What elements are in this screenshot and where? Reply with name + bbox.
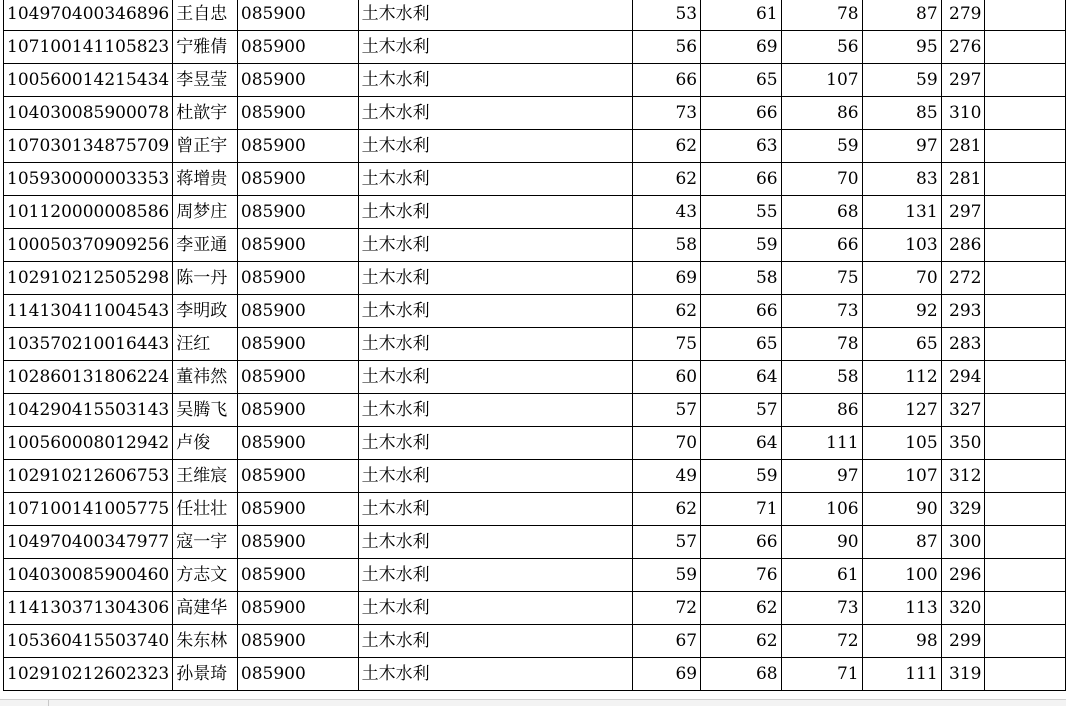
score-total-cell[interactable]: 272	[941, 262, 985, 295]
score-subject2-cell[interactable]: 111	[862, 658, 941, 691]
score-language-cell[interactable]: 59	[701, 460, 782, 493]
major-code-cell[interactable]: 085900	[237, 592, 358, 625]
score-politics-cell[interactable]: 57	[633, 526, 701, 559]
major-code-cell[interactable]: 085900	[237, 0, 358, 31]
score-politics-cell[interactable]: 53	[633, 0, 701, 31]
score-subject1-cell[interactable]: 78	[781, 0, 862, 31]
major-name-cell[interactable]: 土木水利	[358, 460, 632, 493]
candidate-id-cell[interactable]: 107100141005775	[4, 493, 173, 526]
major-name-cell[interactable]: 土木水利	[358, 328, 632, 361]
table-row	[4, 658, 1066, 691]
score-language-cell[interactable]: 62	[701, 625, 782, 658]
score-subject2-cell[interactable]: 70	[862, 262, 941, 295]
candidate-name-cell[interactable]: 杜歆宇	[173, 97, 238, 130]
major-name-cell[interactable]: 土木水利	[358, 295, 632, 328]
major-name-cell[interactable]: 土木水利	[358, 130, 632, 163]
table-row	[4, 592, 1066, 625]
score-subject2-cell[interactable]: 95	[862, 31, 941, 64]
score-politics-cell[interactable]: 73	[633, 97, 701, 130]
candidate-id-cell[interactable]: 114130411004543	[4, 295, 173, 328]
table-row	[4, 229, 1066, 262]
candidate-id-cell[interactable]: 100560014215434	[4, 64, 173, 97]
major-code-cell[interactable]: 085900	[237, 262, 358, 295]
score-subject2-cell[interactable]: 113	[862, 592, 941, 625]
empty-cell[interactable]	[985, 460, 1066, 493]
major-code-cell[interactable]: 085900	[237, 361, 358, 394]
score-language-cell[interactable]: 66	[701, 97, 782, 130]
score-subject2-cell[interactable]: 90	[862, 493, 941, 526]
score-total-cell[interactable]: 312	[941, 460, 985, 493]
table-row	[4, 328, 1066, 361]
score-subject2-cell[interactable]: 87	[862, 0, 941, 31]
table-row	[4, 31, 1066, 64]
candidate-name-cell[interactable]: 汪红	[173, 328, 238, 361]
candidate-name-cell[interactable]: 朱东林	[173, 625, 238, 658]
score-total-cell[interactable]: 329	[941, 493, 985, 526]
score-language-cell[interactable]: 71	[701, 493, 782, 526]
major-code-cell[interactable]: 085900	[237, 196, 358, 229]
empty-cell[interactable]	[985, 31, 1066, 64]
candidate-id-cell[interactable]: 102860131806224	[4, 361, 173, 394]
score-subject1-cell[interactable]: 70	[781, 163, 862, 196]
score-politics-cell[interactable]: 70	[633, 427, 701, 460]
table-row	[4, 526, 1066, 559]
score-total-cell[interactable]: 286	[941, 229, 985, 262]
empty-cell[interactable]	[985, 526, 1066, 559]
score-subject2-cell[interactable]: 112	[862, 361, 941, 394]
score-total-cell[interactable]: 279	[941, 0, 985, 31]
candidate-name-cell[interactable]: 卢俊	[173, 427, 238, 460]
score-politics-cell[interactable]: 60	[633, 361, 701, 394]
score-total-cell[interactable]: 276	[941, 31, 985, 64]
score-total-cell[interactable]: 310	[941, 97, 985, 130]
candidate-name-cell[interactable]: 任壮壮	[173, 493, 238, 526]
candidate-id-cell[interactable]: 104030085900460	[4, 559, 173, 592]
table-row	[4, 559, 1066, 592]
score-subject1-cell[interactable]: 66	[781, 229, 862, 262]
score-politics-cell[interactable]: 59	[633, 559, 701, 592]
candidate-id-cell[interactable]: 104970400346896	[4, 0, 173, 31]
score-subject1-cell[interactable]: 78	[781, 328, 862, 361]
candidate-id-cell[interactable]: 105360415503740	[4, 625, 173, 658]
candidate-name-cell[interactable]: 王自忠	[173, 0, 238, 31]
major-code-cell[interactable]: 085900	[237, 31, 358, 64]
major-name-cell[interactable]: 土木水利	[358, 262, 632, 295]
major-code-cell[interactable]: 085900	[237, 163, 358, 196]
candidate-id-cell[interactable]: 104030085900078	[4, 97, 173, 130]
score-language-cell[interactable]: 76	[701, 559, 782, 592]
table-row	[4, 361, 1066, 394]
score-subject1-cell[interactable]: 107	[781, 64, 862, 97]
score-subject1-cell[interactable]: 111	[781, 427, 862, 460]
major-name-cell[interactable]: 土木水利	[358, 394, 632, 427]
score-language-cell[interactable]: 62	[701, 592, 782, 625]
score-subject2-cell[interactable]: 59	[862, 64, 941, 97]
score-subject2-cell[interactable]: 85	[862, 97, 941, 130]
table-row	[4, 0, 1066, 31]
score-politics-cell[interactable]: 62	[633, 130, 701, 163]
major-code-cell[interactable]: 085900	[237, 97, 358, 130]
score-politics-cell[interactable]: 62	[633, 163, 701, 196]
candidate-name-cell[interactable]: 董祎然	[173, 361, 238, 394]
major-name-cell[interactable]: 土木水利	[358, 658, 632, 691]
candidate-id-cell[interactable]: 101120000008586	[4, 196, 173, 229]
score-politics-cell[interactable]: 66	[633, 64, 701, 97]
score-subject1-cell[interactable]: 75	[781, 262, 862, 295]
empty-cell[interactable]	[985, 262, 1066, 295]
score-total-cell[interactable]: 294	[941, 361, 985, 394]
score-language-cell[interactable]: 64	[701, 427, 782, 460]
candidate-name-cell[interactable]: 李明政	[173, 295, 238, 328]
major-code-cell[interactable]: 085900	[237, 64, 358, 97]
score-total-cell[interactable]: 299	[941, 625, 985, 658]
empty-cell[interactable]	[985, 229, 1066, 262]
major-code-cell[interactable]: 085900	[237, 559, 358, 592]
sheet-bottom-divider	[48, 700, 49, 706]
candidate-name-cell[interactable]: 方志文	[173, 559, 238, 592]
score-subject1-cell[interactable]: 90	[781, 526, 862, 559]
major-code-cell[interactable]: 085900	[237, 460, 358, 493]
candidate-name-cell[interactable]: 曾正宇	[173, 130, 238, 163]
score-politics-cell[interactable]: 58	[633, 229, 701, 262]
empty-cell[interactable]	[985, 196, 1066, 229]
score-subject1-cell[interactable]: 73	[781, 295, 862, 328]
candidate-id-cell[interactable]: 114130371304306	[4, 592, 173, 625]
score-language-cell[interactable]: 66	[701, 163, 782, 196]
candidate-id-cell[interactable]: 100560008012942	[4, 427, 173, 460]
score-subject1-cell[interactable]: 97	[781, 460, 862, 493]
score-subject1-cell[interactable]: 86	[781, 97, 862, 130]
major-name-cell[interactable]: 土木水利	[358, 427, 632, 460]
score-total-cell[interactable]: 297	[941, 196, 985, 229]
major-name-cell[interactable]: 土木水利	[358, 163, 632, 196]
score-language-cell[interactable]: 58	[701, 262, 782, 295]
score-subject2-cell[interactable]: 97	[862, 130, 941, 163]
major-code-cell[interactable]: 085900	[237, 625, 358, 658]
score-subject2-cell[interactable]: 92	[862, 295, 941, 328]
candidate-id-cell[interactable]: 102910212606753	[4, 460, 173, 493]
score-total-cell[interactable]: 350	[941, 427, 985, 460]
score-language-cell[interactable]: 57	[701, 394, 782, 427]
major-name-cell[interactable]: 土木水利	[358, 493, 632, 526]
score-total-cell[interactable]: 327	[941, 394, 985, 427]
table-row	[4, 196, 1066, 229]
score-total-cell[interactable]: 300	[941, 526, 985, 559]
candidate-name-cell[interactable]: 李昱莹	[173, 64, 238, 97]
candidate-name-cell[interactable]: 孙景琦	[173, 658, 238, 691]
candidate-name-cell[interactable]: 吴腾飞	[173, 394, 238, 427]
score-subject1-cell[interactable]: 56	[781, 31, 862, 64]
empty-cell[interactable]	[985, 130, 1066, 163]
table-row	[4, 163, 1066, 196]
score-total-cell[interactable]: 296	[941, 559, 985, 592]
major-name-cell[interactable]: 土木水利	[358, 526, 632, 559]
score-total-cell[interactable]: 320	[941, 592, 985, 625]
candidate-id-cell[interactable]: 104290415503143	[4, 394, 173, 427]
major-name-cell[interactable]: 土木水利	[358, 31, 632, 64]
major-code-cell[interactable]: 085900	[237, 328, 358, 361]
score-politics-cell[interactable]: 62	[633, 493, 701, 526]
empty-cell[interactable]	[985, 97, 1066, 130]
major-code-cell[interactable]: 085900	[237, 493, 358, 526]
score-language-cell[interactable]: 68	[701, 658, 782, 691]
empty-cell[interactable]	[985, 295, 1066, 328]
score-subject2-cell[interactable]: 127	[862, 394, 941, 427]
score-subject2-cell[interactable]: 105	[862, 427, 941, 460]
candidate-name-cell[interactable]: 王维宸	[173, 460, 238, 493]
major-code-cell[interactable]: 085900	[237, 130, 358, 163]
candidate-id-cell[interactable]: 100050370909256	[4, 229, 173, 262]
score-total-cell[interactable]: 293	[941, 295, 985, 328]
empty-cell[interactable]	[985, 658, 1066, 691]
empty-cell[interactable]	[985, 64, 1066, 97]
score-politics-cell[interactable]: 75	[633, 328, 701, 361]
major-code-cell[interactable]: 085900	[237, 229, 358, 262]
score-subject2-cell[interactable]: 107	[862, 460, 941, 493]
score-subject1-cell[interactable]: 61	[781, 559, 862, 592]
major-code-cell[interactable]: 085900	[237, 526, 358, 559]
candidate-name-cell[interactable]: 宁雅倩	[173, 31, 238, 64]
major-code-cell[interactable]: 085900	[237, 658, 358, 691]
score-subject1-cell[interactable]: 72	[781, 625, 862, 658]
table-row	[4, 262, 1066, 295]
major-name-cell[interactable]: 土木水利	[358, 64, 632, 97]
empty-cell[interactable]	[985, 163, 1066, 196]
candidate-name-cell[interactable]: 李亚通	[173, 229, 238, 262]
score-total-cell[interactable]: 281	[941, 163, 985, 196]
empty-cell[interactable]	[985, 559, 1066, 592]
candidate-id-cell[interactable]: 107030134875709	[4, 130, 173, 163]
empty-cell[interactable]	[985, 427, 1066, 460]
score-politics-cell[interactable]: 72	[633, 592, 701, 625]
empty-cell[interactable]	[985, 394, 1066, 427]
major-name-cell[interactable]: 土木水利	[358, 361, 632, 394]
candidate-name-cell[interactable]: 陈一丹	[173, 262, 238, 295]
score-table-body	[4, 0, 1066, 691]
score-politics-cell[interactable]: 57	[633, 394, 701, 427]
score-table	[3, 0, 1066, 691]
score-subject2-cell[interactable]: 87	[862, 526, 941, 559]
score-total-cell[interactable]: 297	[941, 64, 985, 97]
major-name-cell[interactable]: 土木水利	[358, 592, 632, 625]
empty-cell[interactable]	[985, 592, 1066, 625]
table-row	[4, 64, 1066, 97]
score-language-cell[interactable]: 66	[701, 295, 782, 328]
score-subject1-cell[interactable]: 59	[781, 130, 862, 163]
major-code-cell[interactable]: 085900	[237, 427, 358, 460]
candidate-id-cell[interactable]: 107100141105823	[4, 31, 173, 64]
score-language-cell[interactable]: 64	[701, 361, 782, 394]
major-code-cell[interactable]: 085900	[237, 394, 358, 427]
score-total-cell[interactable]: 319	[941, 658, 985, 691]
table-row	[4, 295, 1066, 328]
major-name-cell[interactable]: 土木水利	[358, 196, 632, 229]
candidate-name-cell[interactable]: 蒋增贵	[173, 163, 238, 196]
score-subject2-cell[interactable]: 65	[862, 328, 941, 361]
score-language-cell[interactable]: 65	[701, 328, 782, 361]
score-subject2-cell[interactable]: 131	[862, 196, 941, 229]
table-row	[4, 130, 1066, 163]
table-row	[4, 97, 1066, 130]
score-politics-cell[interactable]: 67	[633, 625, 701, 658]
table-row	[4, 493, 1066, 526]
score-politics-cell[interactable]: 49	[633, 460, 701, 493]
table-row	[4, 625, 1066, 658]
score-politics-cell[interactable]: 56	[633, 31, 701, 64]
candidate-name-cell[interactable]: 周梦庄	[173, 196, 238, 229]
score-language-cell[interactable]: 59	[701, 229, 782, 262]
score-language-cell[interactable]: 69	[701, 31, 782, 64]
score-subject1-cell[interactable]: 71	[781, 658, 862, 691]
score-subject2-cell[interactable]: 103	[862, 229, 941, 262]
candidate-id-cell[interactable]: 102910212505298	[4, 262, 173, 295]
score-total-cell[interactable]: 283	[941, 328, 985, 361]
score-language-cell[interactable]: 65	[701, 64, 782, 97]
candidate-id-cell[interactable]: 105930000003353	[4, 163, 173, 196]
score-subject1-cell[interactable]: 86	[781, 394, 862, 427]
empty-cell[interactable]	[985, 493, 1066, 526]
empty-cell[interactable]	[985, 0, 1066, 31]
score-language-cell[interactable]: 63	[701, 130, 782, 163]
major-name-cell[interactable]: 土木水利	[358, 0, 632, 31]
candidate-name-cell[interactable]: 寇一宇	[173, 526, 238, 559]
candidate-name-cell[interactable]: 高建华	[173, 592, 238, 625]
candidate-id-cell[interactable]: 102910212602323	[4, 658, 173, 691]
score-subject2-cell[interactable]: 98	[862, 625, 941, 658]
score-subject1-cell[interactable]: 106	[781, 493, 862, 526]
empty-cell[interactable]	[985, 328, 1066, 361]
score-politics-cell[interactable]: 69	[633, 658, 701, 691]
candidate-id-cell[interactable]: 103570210016443	[4, 328, 173, 361]
score-subject2-cell[interactable]: 83	[862, 163, 941, 196]
table-row	[4, 394, 1066, 427]
major-code-cell[interactable]: 085900	[237, 295, 358, 328]
major-name-cell[interactable]: 土木水利	[358, 97, 632, 130]
score-language-cell[interactable]: 55	[701, 196, 782, 229]
score-subject2-cell[interactable]: 100	[862, 559, 941, 592]
score-subject1-cell[interactable]: 73	[781, 592, 862, 625]
score-politics-cell[interactable]: 62	[633, 295, 701, 328]
major-name-cell[interactable]: 土木水利	[358, 559, 632, 592]
major-name-cell[interactable]: 土木水利	[358, 625, 632, 658]
score-language-cell[interactable]: 66	[701, 526, 782, 559]
candidate-id-cell[interactable]: 104970400347977	[4, 526, 173, 559]
table-row	[4, 460, 1066, 493]
score-politics-cell[interactable]: 69	[633, 262, 701, 295]
table-row	[4, 427, 1066, 460]
score-subject1-cell[interactable]: 58	[781, 361, 862, 394]
major-name-cell[interactable]: 土木水利	[358, 229, 632, 262]
empty-cell[interactable]	[985, 361, 1066, 394]
empty-cell[interactable]	[985, 625, 1066, 658]
score-politics-cell[interactable]: 43	[633, 196, 701, 229]
score-subject1-cell[interactable]: 68	[781, 196, 862, 229]
score-total-cell[interactable]: 281	[941, 130, 985, 163]
score-language-cell[interactable]: 61	[701, 0, 782, 31]
